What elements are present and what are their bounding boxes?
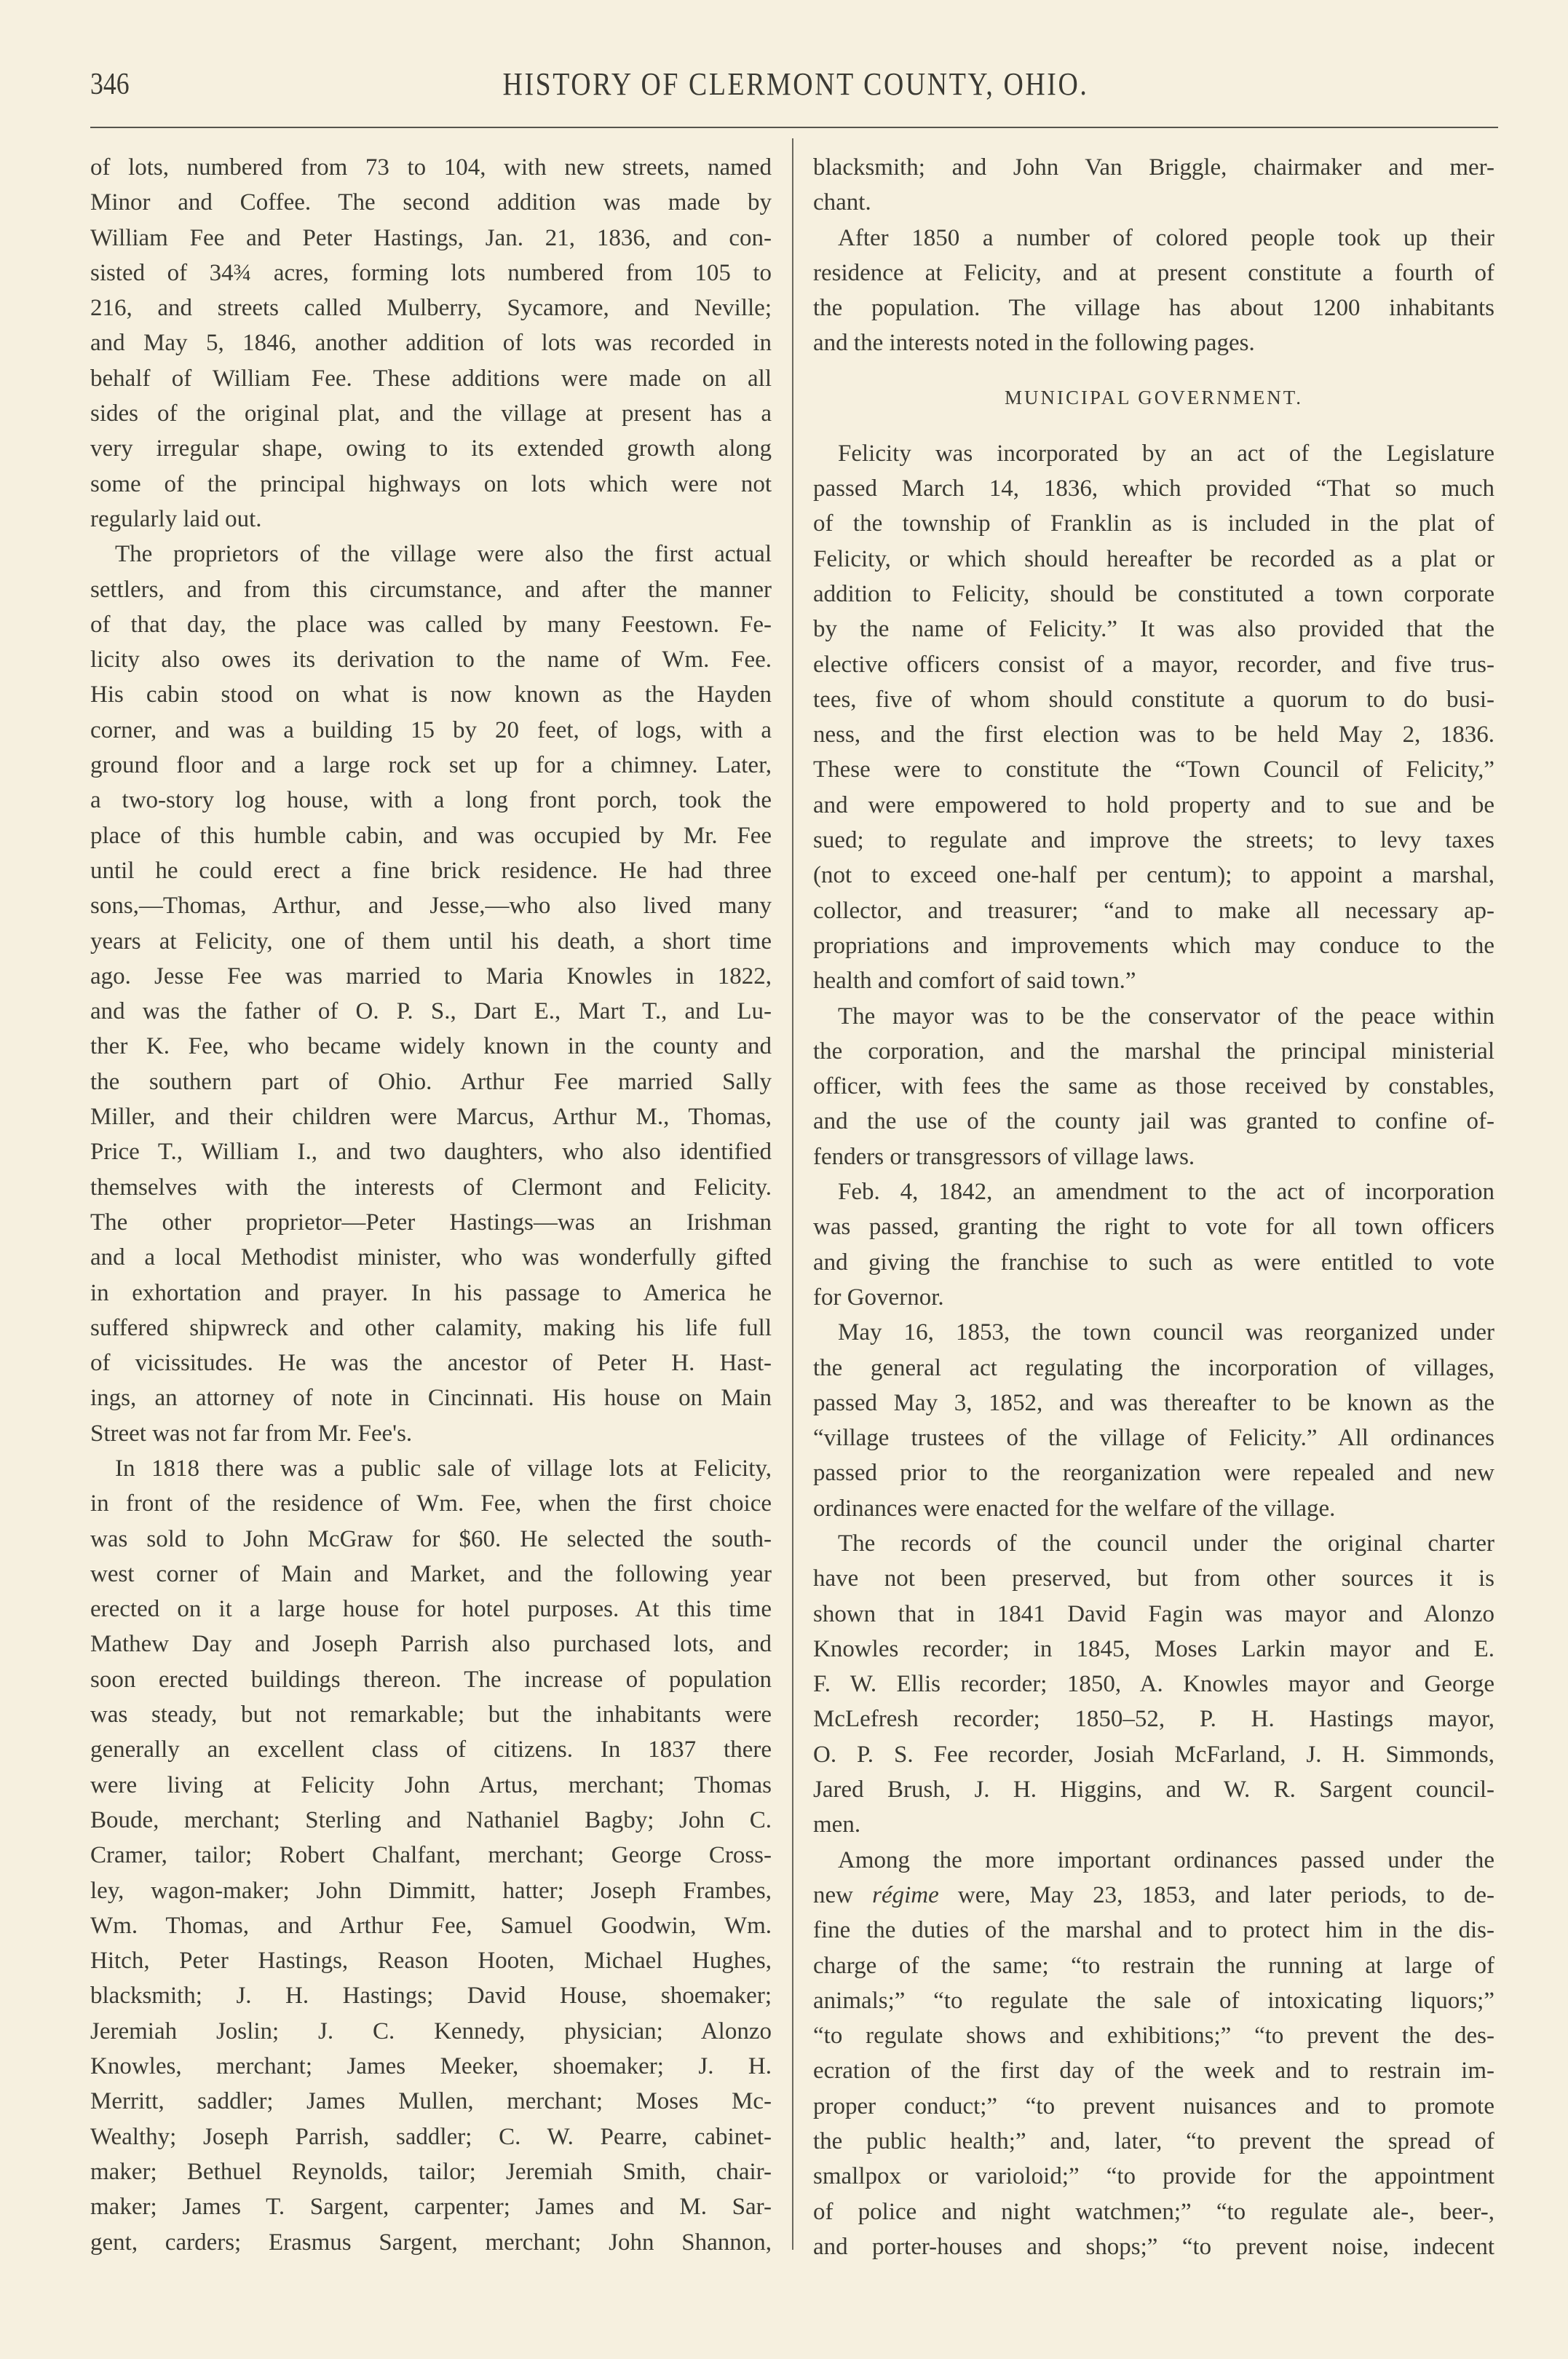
text-line: The mayor was to be the conservator of the peace within: [838, 1003, 1494, 1030]
text-line: The other proprietor—Peter Hastings—was an Irishman: [90, 1209, 772, 1236]
text-line: for Governor.: [813, 1284, 944, 1311]
text-line: F. W. Ellis recorder; 1850, A. Knowles mayor and George: [813, 1671, 1494, 1698]
text-line: shown that in 1841 David Fagin was mayor and Alonzo: [813, 1600, 1494, 1627]
section-heading: MUNICIPAL GOVERNMENT.: [1004, 386, 1303, 408]
text-line: suffered shipwreck and other calamity, making his life full: [90, 1314, 772, 1341]
text-line: was sold to John McGraw for $60. He selected the south-: [90, 1525, 772, 1552]
text-line: “to regulate shows and exhibitions;” “to prevent the des-: [813, 2023, 1494, 2050]
text-line: ground floor and a large rock set up for a chimney. Later,: [90, 752, 772, 779]
text-line: of that day, the place was called by many Feestown. Fe-: [90, 611, 772, 638]
text-line: Felicity, or which should hereafter be recorded as a plat or: [813, 545, 1494, 572]
text-line: and giving the franchise to such as were entitled to vote: [813, 1249, 1494, 1276]
paragraph: [813, 1174, 1494, 1315]
text-line: McLefresh recorder; 1850–52, P. H. Hastings mayor,: [813, 1706, 1494, 1733]
text-line: sisted of 34¾ acres, forming lots numbered from 105 to: [90, 259, 772, 286]
text-line: Street was not far from Mr. Fee's.: [90, 1420, 413, 1447]
text-line: propriations and improvements which may conduce to the: [813, 932, 1494, 959]
text-line: erected on it a large house for hotel purposes. At this time: [90, 1596, 772, 1623]
text-line: generally an excellent class of citizens. In 1837 there: [90, 1736, 772, 1763]
text-segment: new: [813, 1881, 873, 1908]
text-line: men.: [813, 1811, 861, 1838]
paragraph: [90, 1451, 772, 2260]
text-line: a two-story log house, with a long front porch, took the: [90, 787, 772, 814]
text-line: and a local Methodist minister, who was wonderfully gifted: [90, 1244, 772, 1271]
text-line: was steady, but not remarkable; but the inhabitants were: [90, 1702, 772, 1728]
right-column: [813, 150, 1494, 2264]
text-line: fine the duties of the marshal and to protect him in the dis-: [813, 1917, 1494, 1944]
text-line: and May 5, 1846, another addition of lots was recorded in: [90, 330, 772, 357]
text-line: west corner of Main and Market, and the following year: [90, 1560, 772, 1587]
text-line: The records of the council under the original charter: [838, 1530, 1494, 1557]
text-line: residence at Felicity, and at present constitute a fourth of: [813, 259, 1494, 286]
text-line: settlers, and from this circumstance, and after the manner: [90, 576, 772, 603]
text-line: May 16, 1853, the town council was reorganized under: [838, 1319, 1494, 1346]
text-line: and the use of the county jail was granted to confine of-: [813, 1108, 1494, 1135]
text-line: in front of the residence of Wm. Fee, when the first choice: [90, 1490, 772, 1517]
text-line: Boude, merchant; Sterling and Nathaniel Bagby; John C.: [90, 1806, 772, 1833]
text-line: years at Felicity, one of them until his death, a short time: [90, 928, 772, 955]
text-line: passed March 14, 1836, which provided “That so much: [813, 475, 1494, 502]
paragraph: [90, 537, 772, 1451]
text-line: passed May 3, 1852, and was thereafter to be known as the: [813, 1389, 1494, 1416]
text-line: of lots, numbered from 73 to 104, with new streets, named: [90, 154, 772, 181]
header-rule: [90, 127, 1498, 128]
text-line: themselves with the interests of Clermont and Felicity.: [90, 1174, 772, 1201]
text-line: elective officers consist of a mayor, recorder, and five trus-: [813, 651, 1494, 678]
text-line: very irregular shape, owing to its extended growth along: [90, 435, 772, 462]
text-line: animals;” “to regulate the sale of intoxicating liquors;”: [813, 1987, 1494, 2014]
text-line: have not been preserved, but from other sources it is: [813, 1565, 1494, 1592]
text-line: chant.: [813, 189, 871, 216]
text-line: soon erected buildings thereon. The increase of population: [90, 1666, 772, 1693]
paragraph: [813, 150, 1494, 221]
text-line: by the name of Felicity.” It was also provided that the: [813, 616, 1494, 643]
paragraph: [813, 1315, 1494, 1526]
text-line: gent, carders; Erasmus Sargent, merchant; John Shannon,: [90, 2229, 772, 2256]
text-line: Feb. 4, 1842, an amendment to the act of incorporation: [838, 1179, 1494, 1206]
text-line: smallpox or varioloid;” “to provide for the appointment: [813, 2163, 1494, 2190]
text-line: [813, 1878, 1494, 1913]
text-line: Knowles recorder; in 1845, Moses Larkin mayor and E.: [813, 1635, 1494, 1662]
italic-word: régime: [872, 1881, 939, 1908]
text-line: Jeremiah Joslin; J. C. Kennedy, physician; Alonzo: [90, 2018, 772, 2044]
paragraph: [813, 1526, 1494, 1843]
text-line: O. P. S. Fee recorder, Josiah McFarland, J. H. Simmonds,: [813, 1741, 1494, 1768]
left-column: [90, 150, 772, 2260]
text-line: corner, and was a building 15 by 20 feet, of logs, with a: [90, 716, 772, 743]
paragraph: [90, 150, 772, 537]
paragraph: [813, 221, 1494, 361]
page-number: 346: [90, 68, 130, 101]
text-line: collector, and treasurer; “and to make all necessary ap-: [813, 897, 1494, 924]
text-line: ecration of the first day of the week and to restrain im-: [813, 2058, 1494, 2085]
text-line: sons,—Thomas, Arthur, and Jesse,—who also lived many: [90, 893, 772, 920]
text-line: ago. Jesse Fee was married to Maria Knowles in 1822,: [90, 963, 772, 989]
text-line: “village trustees of the village of Felicity.” All ordinances: [813, 1425, 1494, 1452]
text-line: and were empowered to hold property and to sue and be: [813, 791, 1494, 818]
text-line: (not to exceed one-half per centum); to appoint a marshal,: [813, 862, 1494, 889]
text-line: in exhortation and prayer. In his passage to America he: [90, 1279, 772, 1306]
text-line: behalf of William Fee. These additions were made on all: [90, 365, 772, 392]
text-line: the southern part of Ohio. Arthur Fee married Sally: [90, 1068, 772, 1095]
text-line: ordinances were enacted for the welfare of the village.: [813, 1495, 1336, 1522]
text-line: William Fee and Peter Hastings, Jan. 21, 1836, and con-: [90, 224, 772, 251]
text-line: His cabin stood on what is now known as the Hayden: [90, 681, 772, 708]
text-line: were living at Felicity John Artus, merchant; Thomas: [90, 1771, 772, 1798]
text-line: of vicissitudes. He was the ancestor of Peter H. Hast-: [90, 1350, 772, 1377]
text-line: and was the father of O. P. S., Dart E., Mart T., and Lu-: [90, 998, 772, 1025]
text-line: charge of the same; “to restrain the running at large of: [813, 1952, 1494, 1979]
text-line: place of this humble cabin, and was occupied by Mr. Fee: [90, 822, 772, 849]
text-line: fenders or transgressors of village laws.: [813, 1143, 1195, 1170]
text-line: the general act regulating the incorporation of villages,: [813, 1354, 1494, 1381]
text-line: Among the more important ordinances passed under the: [838, 1846, 1494, 1873]
text-line: Price T., William I., and two daughters, who also identified: [90, 1139, 772, 1166]
text-line: ther K. Fee, who became widely known in the county and: [90, 1033, 772, 1060]
text-line: passed prior to the reorganization were repealed and new: [813, 1460, 1494, 1487]
text-line: sued; to regulate and improve the streets; to levy taxes: [813, 827, 1494, 854]
text-line: maker; Bethuel Reynolds, tailor; Jeremiah Smith, chair-: [90, 2158, 772, 2185]
text-line: Merritt, saddler; James Mullen, merchant; Moses Mc-: [90, 2088, 772, 2115]
text-line: sides of the original plat, and the village at present has a: [90, 400, 772, 427]
text-line: Wm. Thomas, and Arthur Fee, Samuel Goodwin, Wm.: [90, 1912, 772, 1939]
text-line: These were to constitute the “Town Council of Felicity,”: [813, 756, 1494, 783]
text-line: and the interests noted in the following pages.: [813, 330, 1255, 357]
text-line: blacksmith; J. H. Hastings; David House, shoemaker;: [90, 1983, 772, 2010]
text-line: the population. The village has about 1200 inhabitants: [813, 295, 1494, 322]
text-line: health and comfort of said town.”: [813, 968, 1136, 995]
text-line: Felicity was incorporated by an act of the Legislature: [838, 440, 1494, 467]
text-line: until he could erect a fine brick residence. He had three: [90, 857, 772, 884]
column-divider: [792, 138, 793, 2250]
paragraph: [813, 436, 1494, 999]
text-line: In 1818 there was a public sale of village lots at Felicity,: [115, 1455, 772, 1482]
paragraph: [813, 1843, 1494, 2265]
text-line: proper conduct;” “to prevent nuisances and to promote: [813, 2093, 1494, 2119]
text-line: regularly laid out.: [90, 505, 262, 532]
text-line: Mathew Day and Joseph Parrish also purchased lots, and: [90, 1631, 772, 1658]
text-line: Minor and Coffee. The second addition was made by: [90, 189, 772, 216]
text-line: ley, wagon-maker; John Dimmitt, hatter; Joseph Frambes,: [90, 1877, 772, 1904]
text-line: of police and night watchmen;” “to regulate ale-, beer-,: [813, 2198, 1494, 2225]
text-line: Hitch, Peter Hastings, Reason Hooten, Michael Hughes,: [90, 1948, 772, 1975]
text-line: Wealthy; Joseph Parrish, saddler; C. W. Pearre, cabinet-: [90, 2123, 772, 2150]
text-segment: were, May 23, 1853, and later periods, to de-: [938, 1881, 1494, 1908]
text-line: officer, with fees the same as those received by constables,: [813, 1073, 1494, 1100]
text-line: After 1850 a number of colored people took up their: [838, 224, 1494, 251]
text-line: was passed, granting the right to vote for all town officers: [813, 1214, 1494, 1241]
text-line: 216, and streets called Mulberry, Sycamore, and Neville;: [90, 295, 772, 322]
text-line: the corporation, and the marshal the principal ministerial: [813, 1038, 1494, 1064]
text-line: ness, and the first election was to be held May 2, 1836.: [813, 722, 1494, 748]
running-header-title: HISTORY OF CLERMONT COUNTY, OHIO.: [502, 66, 1089, 102]
text-line: The proprietors of the village were also the first actual: [115, 541, 772, 568]
text-line: blacksmith; and John Van Briggle, chairmaker and mer-: [813, 154, 1494, 181]
text-line: maker; James T. Sargent, carpenter; James and M. Sar-: [90, 2194, 772, 2221]
text-line: ings, an attorney of note in Cincinnati. His house on Main: [90, 1385, 772, 1412]
text-line: the public health;” and, later, “to prevent the spread of: [813, 2128, 1494, 2155]
paragraph: [813, 999, 1494, 1174]
text-line: Cramer, tailor; Robert Chalfant, merchant; George Cross-: [90, 1842, 772, 1869]
text-line: Jared Brush, J. H. Higgins, and W. R. Sargent council-: [813, 1777, 1494, 1803]
text-line: some of the principal highways on lots which were not: [90, 470, 772, 497]
text-line: and porter-houses and shops;” “to prevent noise, indecent: [813, 2233, 1494, 2260]
text-line: tees, five of whom should constitute a quorum to do busi-: [813, 686, 1494, 713]
text-line: addition to Felicity, should be constituted a town corporate: [813, 580, 1494, 607]
text-line: licity also owes its derivation to the name of Wm. Fee.: [90, 647, 772, 673]
text-line: of the township of Franklin as is included in the plat of: [813, 510, 1494, 537]
text-line: Knowles, merchant; James Meeker, shoemaker; J. H.: [90, 2053, 772, 2080]
text-line: Miller, and their children were Marcus, Arthur M., Thomas,: [90, 1104, 772, 1131]
